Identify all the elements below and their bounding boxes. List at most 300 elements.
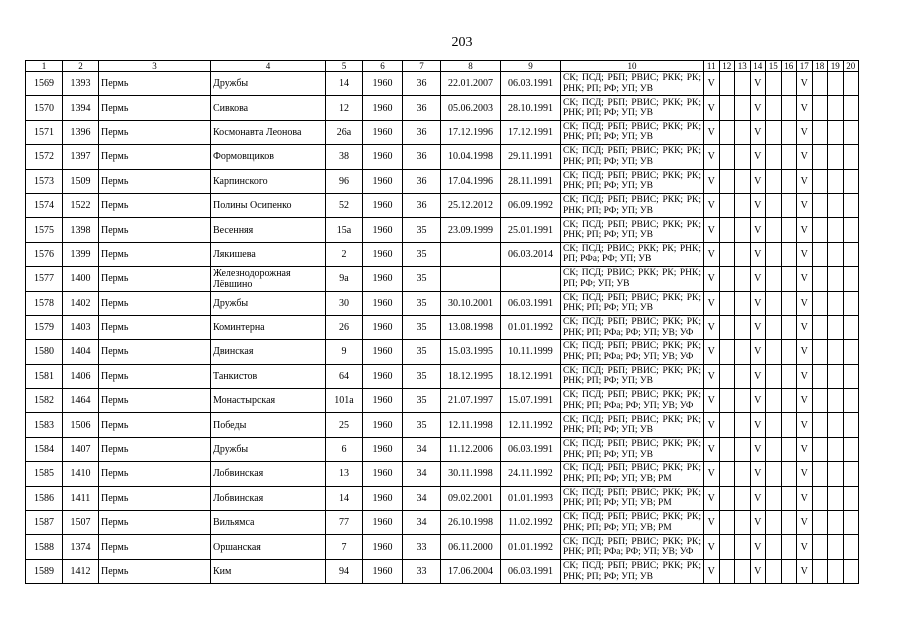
mark-cell-11: V [704, 242, 720, 266]
city-cell: Пермь [99, 535, 211, 559]
mark-cell-13 [735, 315, 751, 339]
count-cell: 36 [403, 193, 441, 217]
mark-cell-15 [766, 437, 782, 461]
mark-cell-13 [735, 389, 751, 413]
mark-cell-14: V [750, 340, 766, 364]
city-cell: Пермь [99, 389, 211, 413]
mark-cell-14: V [750, 218, 766, 242]
column-header-1: 1 [26, 61, 63, 72]
date-cell-9: 06.03.1991 [501, 437, 561, 461]
mark-cell-15 [766, 364, 782, 388]
record-number-cell: 1581 [26, 364, 63, 388]
table-row [26, 291, 859, 315]
mark-cell-18 [812, 96, 828, 120]
mark-cell-11: V [704, 437, 720, 461]
year-cell: 1960 [363, 193, 403, 217]
mark-cell-19 [828, 559, 844, 583]
date-cell-8: 17.06.2004 [441, 559, 501, 583]
mark-cell-19 [828, 120, 844, 144]
date-cell-8: 17.04.1996 [441, 169, 501, 193]
city-cell: Пермь [99, 462, 211, 486]
codes-cell: СК; ПСД; РБП; РВИС; РКК; РК; РНК; РП; РФа; РФ; УП; УВ; УФ [561, 389, 704, 413]
count-cell: 33 [403, 559, 441, 583]
mark-cell-13 [735, 193, 751, 217]
mark-cell-17: V [797, 535, 813, 559]
mark-cell-15 [766, 559, 782, 583]
date-cell-9: 06.09.1992 [501, 193, 561, 217]
year-cell: 1960 [363, 535, 403, 559]
record-number-cell: 1579 [26, 315, 63, 339]
record-number-cell: 1574 [26, 193, 63, 217]
street-cell: Карпинского [211, 169, 326, 193]
table-row [26, 72, 859, 96]
date-cell-9: 17.12.1991 [501, 120, 561, 144]
table-row [26, 413, 859, 437]
mark-cell-14: V [750, 169, 766, 193]
mark-cell-19 [828, 340, 844, 364]
column-header-19: 19 [828, 61, 844, 72]
codes-cell: СК; ПСД; РБП; РВИС; РКК; РК; РНК; РП; РФ; УП; УВ [561, 193, 704, 217]
city-cell: Пермь [99, 72, 211, 96]
mark-cell-13 [735, 242, 751, 266]
street-cell: Космонавта Леонова [211, 120, 326, 144]
mark-cell-13 [735, 267, 751, 291]
mark-cell-11: V [704, 291, 720, 315]
secondary-number-cell: 1399 [63, 242, 99, 266]
mark-cell-17: V [797, 169, 813, 193]
year-cell: 1960 [363, 364, 403, 388]
page-number: 203 [451, 35, 473, 50]
mark-cell-14: V [750, 559, 766, 583]
year-cell: 1960 [363, 267, 403, 291]
mark-cell-13 [735, 511, 751, 535]
mark-cell-17: V [797, 389, 813, 413]
mark-cell-13 [735, 169, 751, 193]
mark-cell-12 [719, 413, 735, 437]
table-row [26, 340, 859, 364]
count-cell: 34 [403, 486, 441, 510]
mark-cell-16 [781, 413, 797, 437]
mark-cell-17: V [797, 559, 813, 583]
mark-cell-15 [766, 315, 782, 339]
secondary-number-cell: 1507 [63, 511, 99, 535]
record-number-cell: 1586 [26, 486, 63, 510]
mark-cell-13 [735, 120, 751, 144]
mark-cell-16 [781, 389, 797, 413]
table-row [26, 535, 859, 559]
mark-cell-20 [843, 486, 859, 510]
date-cell-8: 21.07.1997 [441, 389, 501, 413]
mark-cell-16 [781, 340, 797, 364]
date-cell-9: 01.01.1992 [501, 315, 561, 339]
mark-cell-16 [781, 437, 797, 461]
header-row [26, 61, 859, 72]
mark-cell-20 [843, 389, 859, 413]
house-number-cell: 14 [326, 72, 363, 96]
house-number-cell: 30 [326, 291, 363, 315]
mark-cell-14: V [750, 364, 766, 388]
record-number-cell: 1572 [26, 145, 63, 169]
street-cell: Железнодорожная Лёвшино [211, 267, 326, 291]
house-number-cell: 7 [326, 535, 363, 559]
mark-cell-11: V [704, 315, 720, 339]
mark-cell-17: V [797, 413, 813, 437]
table-row [26, 120, 859, 144]
year-cell: 1960 [363, 462, 403, 486]
secondary-number-cell: 1396 [63, 120, 99, 144]
mark-cell-13 [735, 364, 751, 388]
codes-cell: СК; ПСД; РБП; РВИС; РКК; РК; РНК; РП; РФа; РФ; УП; УВ; УФ [561, 340, 704, 364]
mark-cell-14: V [750, 72, 766, 96]
house-number-cell: 101а [326, 389, 363, 413]
mark-cell-17: V [797, 72, 813, 96]
street-cell: Оршанская [211, 535, 326, 559]
codes-cell: СК; ПСД; РБП; РВИС; РКК; РК; РНК; РП; РФ; УП; УВ [561, 218, 704, 242]
codes-cell: СК; ПСД; РБП; РВИС; РКК; РК; РНК; РП; РФ; УП; УВ [561, 96, 704, 120]
table-row [26, 486, 859, 510]
count-cell: 35 [403, 340, 441, 364]
mark-cell-11: V [704, 364, 720, 388]
mark-cell-15 [766, 389, 782, 413]
column-header-16: 16 [781, 61, 797, 72]
mark-cell-14: V [750, 413, 766, 437]
mark-cell-13 [735, 291, 751, 315]
city-cell: Пермь [99, 340, 211, 364]
date-cell-8: 15.03.1995 [441, 340, 501, 364]
mark-cell-16 [781, 242, 797, 266]
mark-cell-15 [766, 96, 782, 120]
mark-cell-16 [781, 72, 797, 96]
mark-cell-11: V [704, 169, 720, 193]
record-number-cell: 1585 [26, 462, 63, 486]
date-cell-8: 05.06.2003 [441, 96, 501, 120]
house-number-cell: 12 [326, 96, 363, 120]
mark-cell-15 [766, 486, 782, 510]
mark-cell-11: V [704, 389, 720, 413]
mark-cell-14: V [750, 120, 766, 144]
house-number-cell: 52 [326, 193, 363, 217]
mark-cell-17: V [797, 96, 813, 120]
secondary-number-cell: 1374 [63, 535, 99, 559]
mark-cell-19 [828, 389, 844, 413]
date-cell-9: 01.01.1993 [501, 486, 561, 510]
mark-cell-19 [828, 193, 844, 217]
date-cell-9: 06.03.1991 [501, 559, 561, 583]
secondary-number-cell: 1397 [63, 145, 99, 169]
mark-cell-12 [719, 559, 735, 583]
mark-cell-11: V [704, 72, 720, 96]
column-header-3: 3 [99, 61, 211, 72]
year-cell: 1960 [363, 315, 403, 339]
mark-cell-20 [843, 96, 859, 120]
mark-cell-14: V [750, 535, 766, 559]
mark-cell-12 [719, 315, 735, 339]
mark-cell-16 [781, 291, 797, 315]
count-cell: 33 [403, 535, 441, 559]
year-cell: 1960 [363, 291, 403, 315]
date-cell-8: 25.12.2012 [441, 193, 501, 217]
mark-cell-13 [735, 218, 751, 242]
record-number-cell: 1580 [26, 340, 63, 364]
mark-cell-15 [766, 193, 782, 217]
mark-cell-15 [766, 462, 782, 486]
mark-cell-14: V [750, 193, 766, 217]
mark-cell-17: V [797, 218, 813, 242]
mark-cell-12 [719, 72, 735, 96]
mark-cell-12 [719, 96, 735, 120]
mark-cell-12 [719, 169, 735, 193]
mark-cell-13 [735, 96, 751, 120]
secondary-number-cell: 1411 [63, 486, 99, 510]
mark-cell-16 [781, 462, 797, 486]
mark-cell-19 [828, 267, 844, 291]
mark-cell-13 [735, 535, 751, 559]
record-number-cell: 1569 [26, 72, 63, 96]
city-cell: Пермь [99, 437, 211, 461]
mark-cell-14: V [750, 145, 766, 169]
mark-cell-20 [843, 169, 859, 193]
mark-cell-19 [828, 72, 844, 96]
mark-cell-18 [812, 437, 828, 461]
year-cell: 1960 [363, 96, 403, 120]
secondary-number-cell: 1404 [63, 340, 99, 364]
mark-cell-20 [843, 559, 859, 583]
date-cell-9 [501, 267, 561, 291]
year-cell: 1960 [363, 389, 403, 413]
count-cell: 35 [403, 218, 441, 242]
mark-cell-17: V [797, 340, 813, 364]
mark-cell-18 [812, 535, 828, 559]
mark-cell-12 [719, 511, 735, 535]
date-cell-8: 13.08.1998 [441, 315, 501, 339]
year-cell: 1960 [363, 120, 403, 144]
record-number-cell: 1578 [26, 291, 63, 315]
secondary-number-cell: 1406 [63, 364, 99, 388]
mark-cell-18 [812, 340, 828, 364]
codes-cell: СК; ПСД; РБП; РВИС; РКК; РК; РНК; РП; РФ; УП; УВ [561, 413, 704, 437]
date-cell-8: 11.12.2006 [441, 437, 501, 461]
year-cell: 1960 [363, 413, 403, 437]
column-header-13: 13 [735, 61, 751, 72]
record-number-cell: 1570 [26, 96, 63, 120]
mark-cell-20 [843, 120, 859, 144]
mark-cell-11: V [704, 145, 720, 169]
house-number-cell: 96 [326, 169, 363, 193]
secondary-number-cell: 1412 [63, 559, 99, 583]
mark-cell-17: V [797, 511, 813, 535]
mark-cell-18 [812, 462, 828, 486]
mark-cell-16 [781, 364, 797, 388]
mark-cell-15 [766, 242, 782, 266]
house-number-cell: 38 [326, 145, 363, 169]
count-cell: 35 [403, 291, 441, 315]
date-cell-9: 25.01.1991 [501, 218, 561, 242]
table-row [26, 193, 859, 217]
table-row [26, 218, 859, 242]
date-cell-9: 11.02.1992 [501, 511, 561, 535]
mark-cell-13 [735, 145, 751, 169]
mark-cell-11: V [704, 96, 720, 120]
secondary-number-cell: 1464 [63, 389, 99, 413]
table-header [26, 61, 859, 72]
mark-cell-18 [812, 72, 828, 96]
date-cell-9: 12.11.1992 [501, 413, 561, 437]
record-number-cell: 1582 [26, 389, 63, 413]
codes-cell: СК; ПСД; РБП; РВИС; РКК; РК; РНК; РП; РФ; УП; УВ [561, 559, 704, 583]
mark-cell-19 [828, 96, 844, 120]
mark-cell-15 [766, 340, 782, 364]
mark-cell-15 [766, 291, 782, 315]
year-cell: 1960 [363, 72, 403, 96]
date-cell-8: 30.10.2001 [441, 291, 501, 315]
mark-cell-14: V [750, 267, 766, 291]
mark-cell-17: V [797, 486, 813, 510]
house-number-cell: 2 [326, 242, 363, 266]
secondary-number-cell: 1402 [63, 291, 99, 315]
city-cell: Пермь [99, 267, 211, 291]
mark-cell-20 [843, 511, 859, 535]
mark-cell-13 [735, 340, 751, 364]
table-body [26, 72, 859, 584]
street-cell: Сивкова [211, 96, 326, 120]
street-cell: Дружбы [211, 72, 326, 96]
codes-cell: СК; ПСД; РВИС; РКК; РК; РНК; РП; РФа; РФ; УП; УВ [561, 242, 704, 266]
mark-cell-11: V [704, 462, 720, 486]
city-cell: Пермь [99, 511, 211, 535]
date-cell-8: 10.04.1998 [441, 145, 501, 169]
mark-cell-16 [781, 559, 797, 583]
mark-cell-20 [843, 145, 859, 169]
house-number-cell: 9 [326, 340, 363, 364]
mark-cell-17: V [797, 145, 813, 169]
mark-cell-12 [719, 267, 735, 291]
table-row [26, 511, 859, 535]
city-cell: Пермь [99, 169, 211, 193]
date-cell-8 [441, 242, 501, 266]
mark-cell-18 [812, 193, 828, 217]
mark-cell-16 [781, 169, 797, 193]
record-number-cell: 1575 [26, 218, 63, 242]
city-cell: Пермь [99, 145, 211, 169]
mark-cell-20 [843, 218, 859, 242]
record-number-cell: 1571 [26, 120, 63, 144]
mark-cell-19 [828, 169, 844, 193]
house-number-cell: 26а [326, 120, 363, 144]
mark-cell-15 [766, 413, 782, 437]
secondary-number-cell: 1398 [63, 218, 99, 242]
date-cell-8: 22.01.2007 [441, 72, 501, 96]
mark-cell-15 [766, 145, 782, 169]
codes-cell: СК; ПСД; РБП; РВИС; РКК; РК; РНК; РП; РФ; УП; УВ [561, 169, 704, 193]
mark-cell-17: V [797, 364, 813, 388]
date-cell-8: 17.12.1996 [441, 120, 501, 144]
column-header-8: 8 [441, 61, 501, 72]
street-cell: Победы [211, 413, 326, 437]
mark-cell-20 [843, 72, 859, 96]
mark-cell-16 [781, 145, 797, 169]
codes-cell: СК; ПСД; РБП; РВИС; РКК; РК; РНК; РП; РФ; УП; УВ; РМ [561, 462, 704, 486]
secondary-number-cell: 1509 [63, 169, 99, 193]
mark-cell-18 [812, 389, 828, 413]
column-header-17: 17 [797, 61, 813, 72]
street-cell: Дружбы [211, 291, 326, 315]
mark-cell-20 [843, 291, 859, 315]
mark-cell-17: V [797, 242, 813, 266]
mark-cell-18 [812, 291, 828, 315]
column-header-12: 12 [719, 61, 735, 72]
city-cell: Пермь [99, 413, 211, 437]
codes-cell: СК; ПСД; РБП; РВИС; РКК; РК; РНК; РП; РФа; РФ; УП; УВ; УФ [561, 315, 704, 339]
mark-cell-20 [843, 437, 859, 461]
mark-cell-12 [719, 145, 735, 169]
mark-cell-15 [766, 218, 782, 242]
mark-cell-16 [781, 193, 797, 217]
mark-cell-11: V [704, 120, 720, 144]
house-number-cell: 26 [326, 315, 363, 339]
codes-cell: СК; ПСД; РБП; РВИС; РКК; РК; РНК; РП; РФа; РФ; УП; УВ; УФ [561, 535, 704, 559]
secondary-number-cell: 1403 [63, 315, 99, 339]
column-header-6: 6 [363, 61, 403, 72]
mark-cell-20 [843, 364, 859, 388]
house-number-cell: 14 [326, 486, 363, 510]
secondary-number-cell: 1394 [63, 96, 99, 120]
mark-cell-19 [828, 242, 844, 266]
codes-cell: СК; ПСД; РБП; РВИС; РКК; РК; РНК; РП; РФ; УП; УВ [561, 291, 704, 315]
table-row [26, 267, 859, 291]
record-number-cell: 1577 [26, 267, 63, 291]
count-cell: 35 [403, 364, 441, 388]
record-number-cell: 1583 [26, 413, 63, 437]
mark-cell-12 [719, 364, 735, 388]
mark-cell-15 [766, 535, 782, 559]
street-cell: Формовщиков [211, 145, 326, 169]
date-cell-9: 15.07.1991 [501, 389, 561, 413]
column-header-11: 11 [704, 61, 720, 72]
city-cell: Пермь [99, 120, 211, 144]
mark-cell-16 [781, 218, 797, 242]
count-cell: 35 [403, 389, 441, 413]
house-number-cell: 77 [326, 511, 363, 535]
column-header-5: 5 [326, 61, 363, 72]
date-cell-9: 06.03.1991 [501, 72, 561, 96]
house-number-cell: 25 [326, 413, 363, 437]
city-cell: Пермь [99, 193, 211, 217]
secondary-number-cell: 1410 [63, 462, 99, 486]
mark-cell-13 [735, 72, 751, 96]
mark-cell-12 [719, 120, 735, 144]
street-cell: Лякишева [211, 242, 326, 266]
street-cell: Вильямса [211, 511, 326, 535]
mark-cell-11: V [704, 218, 720, 242]
mark-cell-12 [719, 462, 735, 486]
mark-cell-18 [812, 413, 828, 437]
mark-cell-18 [812, 120, 828, 144]
mark-cell-17: V [797, 462, 813, 486]
mark-cell-12 [719, 193, 735, 217]
codes-cell: СК; ПСД; РБП; РВИС; РКК; РК; РНК; РП; РФ; УП; УВ [561, 120, 704, 144]
table-row [26, 437, 859, 461]
column-header-10: 10 [561, 61, 704, 72]
mark-cell-20 [843, 193, 859, 217]
mark-cell-14: V [750, 462, 766, 486]
mark-cell-18 [812, 315, 828, 339]
mark-cell-12 [719, 437, 735, 461]
column-header-7: 7 [403, 61, 441, 72]
date-cell-9: 01.01.1992 [501, 535, 561, 559]
mark-cell-18 [812, 511, 828, 535]
date-cell-8: 12.11.1998 [441, 413, 501, 437]
secondary-number-cell: 1393 [63, 72, 99, 96]
